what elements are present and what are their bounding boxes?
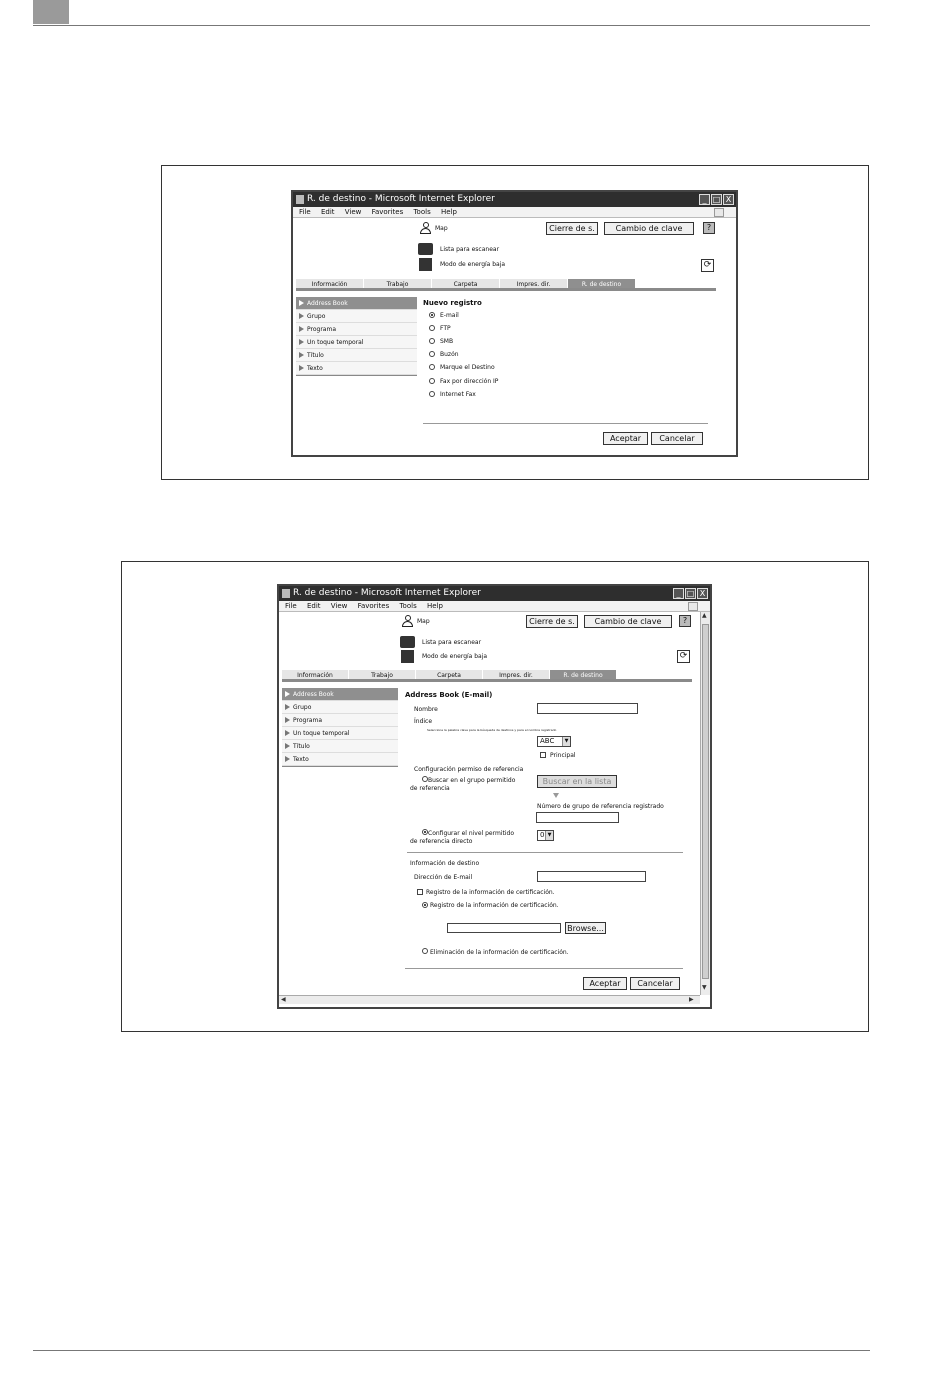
window-title: R. de destino - Microsoft Internet Explorer (307, 194, 495, 204)
sidebar-item-address-book[interactable] (282, 688, 398, 701)
menu-bar (293, 207, 736, 218)
sidebar-item-un-toque-temporal[interactable] (296, 336, 417, 349)
ok-button[interactable]: Aceptar (583, 977, 627, 990)
maximize-button[interactable]: □ (686, 589, 695, 598)
arrow-icon (285, 743, 290, 749)
sidebar-item-grupo[interactable] (282, 701, 398, 714)
tab-filler (636, 279, 716, 288)
refresh-icon[interactable]: ⟳ (677, 650, 690, 663)
close-button[interactable]: X (723, 194, 734, 205)
principal-checkbox[interactable] (540, 752, 546, 758)
level-value: 0 (540, 831, 545, 839)
name-label: Nombre (414, 706, 438, 713)
logout-button[interactable]: Cierre de s. (526, 615, 578, 628)
menu-view[interactable]: View (330, 602, 348, 610)
horizontal-scrollbar[interactable] (279, 995, 700, 1004)
option-smb-label: SMB (440, 338, 454, 345)
change-password-button[interactable]: Cambio de clave (584, 615, 672, 628)
sidebar-item-address-book[interactable] (296, 297, 417, 310)
option-internet-fax-label: Internet Fax (440, 391, 476, 398)
arrow-icon (299, 365, 304, 371)
arrow-icon (299, 300, 304, 306)
radio-fax-ip[interactable] (429, 378, 435, 384)
sidebar (296, 297, 417, 376)
index-select[interactable] (537, 736, 571, 747)
option-fax-ip-label: Fax por dirección IP (440, 378, 499, 385)
cert-register-check-label: Registro de la información de certificación. (426, 889, 555, 896)
arrow-icon (299, 339, 304, 345)
form-divider (423, 423, 708, 424)
cert-file-input[interactable] (447, 923, 561, 933)
tab-filler (617, 670, 692, 679)
window-title: R. de destino - Microsoft Internet Explorer (293, 588, 481, 598)
help-button[interactable]: ? (679, 615, 691, 627)
sidebar-item-programa[interactable] (296, 323, 417, 336)
name-input[interactable] (537, 703, 638, 714)
tab-impres-dir[interactable]: Impres. dir. (500, 279, 568, 288)
sidebar-item-grupo[interactable] (296, 310, 417, 323)
arrow-icon (285, 717, 290, 723)
tab-r-de-destino[interactable]: R. de destino (550, 670, 617, 679)
sidebar-item-label: Address Book (307, 300, 348, 307)
section-divider (407, 852, 683, 853)
logout-button[interactable]: Cierre de s. (546, 222, 598, 235)
radio-buzon[interactable] (429, 351, 435, 357)
arrow-icon (299, 326, 304, 332)
sidebar-item-label: Grupo (307, 313, 326, 320)
scanner-icon (400, 636, 415, 648)
arrow-icon (299, 352, 304, 358)
principal-label: Principal (550, 752, 576, 759)
radio-smb[interactable] (429, 338, 435, 344)
sidebar-item-label: Programa (293, 717, 322, 724)
arrow-icon (285, 691, 290, 697)
title-bar (279, 586, 710, 601)
section-heading: Address Book (E-mail) (405, 691, 493, 699)
page-marker (33, 0, 69, 24)
menu-edit[interactable]: Edit (306, 602, 321, 610)
index-note: Seleccione la palabra clave para la búsqueda de destinos y para el nombre registrado (427, 728, 557, 732)
sidebar-item-titulo[interactable] (296, 349, 417, 362)
scroll-left-icon[interactable]: ◀ (281, 996, 286, 1003)
tab-bar (296, 279, 716, 291)
browse-button[interactable]: Browse... (565, 922, 606, 934)
option-buzon-label: Buzón (440, 351, 459, 358)
option-email-label: E-mail (440, 312, 459, 319)
cancel-button[interactable]: Cancelar (651, 432, 703, 445)
tab-impres-dir[interactable]: Impres. dir. (483, 670, 550, 679)
direct-level-label: Configurar el nivel permitido de referencia directo (410, 830, 514, 845)
sidebar-item-texto[interactable] (296, 362, 417, 375)
radio-ftp[interactable] (429, 325, 435, 331)
user-icon (402, 615, 413, 627)
search-list-button[interactable]: Buscar en la lista (537, 775, 617, 788)
sidebar-item-label: Grupo (293, 704, 312, 711)
windows-flag-icon (688, 602, 698, 611)
cert-register-checkbox[interactable] (417, 889, 423, 895)
group-number-label: Número de grupo de referencia registrado (537, 803, 664, 810)
sidebar-divider (282, 766, 398, 767)
menu-tools[interactable]: Tools (413, 208, 431, 216)
close-button[interactable]: X (697, 588, 708, 599)
windows-flag-icon (714, 208, 724, 217)
cancel-button[interactable]: Cancelar (630, 977, 680, 990)
browser-window-1 (291, 190, 738, 457)
title-bar (293, 192, 736, 207)
menu-view[interactable]: View (344, 208, 362, 216)
sidebar-item-label: Un toque temporal (307, 339, 364, 346)
menu-favorites[interactable]: Favorites (371, 208, 404, 216)
menu-edit[interactable]: Edit (320, 208, 335, 216)
sidebar-item-label: Programa (307, 326, 336, 333)
menu-tools[interactable]: Tools (399, 602, 417, 610)
section-heading: Nuevo registro (423, 299, 482, 307)
scroll-thumb[interactable] (702, 624, 709, 979)
group-number-input[interactable] (536, 812, 619, 823)
low-power-label: Modo de energía baja (422, 653, 488, 660)
radio-internet-fax[interactable] (429, 391, 435, 397)
email-input[interactable] (537, 871, 646, 882)
sidebar (282, 688, 398, 767)
sidebar-item-label: Un toque temporal (293, 730, 350, 737)
sidebar-item-programa[interactable] (282, 714, 398, 727)
option-marque-destino-label: Marque el Destino (440, 364, 495, 371)
email-label: Dirección de E-mail (414, 874, 473, 881)
arrow-icon (285, 730, 290, 736)
index-label: Índice (414, 718, 433, 725)
level-select[interactable] (537, 830, 554, 841)
ie-icon (296, 195, 304, 204)
low-power-label: Modo de energía baja (440, 261, 506, 268)
sidebar-divider (296, 375, 417, 376)
arrow-icon (285, 756, 290, 762)
scanner-icon (418, 243, 433, 255)
ref-settings-label: Configuración permiso de referencia (414, 766, 524, 773)
tab-bar (282, 670, 692, 682)
cert-delete-label: Eliminación de la información de certificación. (430, 949, 569, 956)
radio-email[interactable] (429, 312, 435, 318)
change-password-button[interactable]: Cambio de clave (604, 222, 694, 235)
ie-icon (282, 589, 290, 598)
scroll-down-icon[interactable]: ▼ (702, 984, 707, 991)
user-name: Map (417, 618, 430, 625)
sidebar-item-label: Título (293, 743, 310, 750)
minimize-button[interactable]: _ (699, 194, 710, 205)
radio-cert-delete[interactable] (422, 948, 428, 954)
chevron-down-icon: ▼ (545, 831, 553, 840)
menu-file[interactable]: File (299, 208, 311, 216)
ok-button[interactable]: Aceptar (603, 432, 648, 445)
user-icon (420, 222, 431, 234)
maximize-button[interactable]: □ (712, 195, 721, 204)
bottom-rule (33, 1350, 870, 1351)
sidebar-item-label: Texto (293, 756, 309, 763)
browser-window-2 (277, 584, 712, 1009)
tab-informacion[interactable]: Información (296, 279, 364, 288)
arrow-icon (285, 704, 290, 710)
tab-r-de-destino[interactable]: R. de destino (568, 279, 636, 288)
arrow-down-icon (553, 793, 559, 798)
chevron-down-icon: ▼ (562, 737, 570, 746)
menu-bar (279, 601, 710, 612)
top-rule (33, 25, 870, 26)
sidebar-item-texto[interactable] (282, 753, 398, 766)
vertical-scrollbar[interactable] (700, 612, 710, 995)
power-icon (419, 258, 432, 271)
power-icon (401, 650, 414, 663)
radio-marque-destino[interactable] (429, 364, 435, 370)
scan-list-link[interactable]: Lista para escanear (422, 639, 482, 646)
scroll-up-icon[interactable]: ▲ (702, 612, 707, 619)
arrow-icon (299, 313, 304, 319)
minimize-button[interactable]: _ (673, 588, 684, 599)
menu-help[interactable]: Help (426, 602, 443, 610)
sidebar-item-titulo[interactable] (282, 740, 398, 753)
search-group-label: Buscar en el grupo permitido de referencia (410, 777, 516, 792)
sidebar-item-label: Address Book (293, 691, 334, 698)
menu-help[interactable]: Help (440, 208, 457, 216)
tab-informacion[interactable]: Información (282, 670, 349, 679)
cert-register-radio-label: Registro de la información de certificación. (430, 902, 559, 909)
sidebar-item-label: Texto (307, 365, 323, 372)
sidebar-item-label: Título (307, 352, 324, 359)
scroll-right-icon[interactable]: ▶ (689, 996, 694, 1003)
refresh-icon[interactable]: ⟳ (701, 259, 714, 272)
index-value: ABC (540, 737, 555, 745)
tab-carpeta[interactable]: Carpeta (416, 670, 483, 679)
help-button[interactable]: ? (703, 222, 715, 234)
menu-favorites[interactable]: Favorites (357, 602, 390, 610)
tab-carpeta[interactable]: Carpeta (432, 279, 500, 288)
form-divider (405, 968, 683, 969)
scan-list-link[interactable]: Lista para escanear (440, 246, 500, 253)
user-name: Map (435, 225, 448, 232)
dest-info-label: Información de destino (410, 860, 480, 867)
sidebar-item-un-toque-temporal[interactable] (282, 727, 398, 740)
menu-file[interactable]: File (285, 602, 297, 610)
tab-trabajo[interactable]: Trabajo (364, 279, 432, 288)
option-ftp-label: FTP (440, 325, 451, 332)
tab-trabajo[interactable]: Trabajo (349, 670, 416, 679)
radio-cert-register[interactable] (422, 902, 428, 908)
